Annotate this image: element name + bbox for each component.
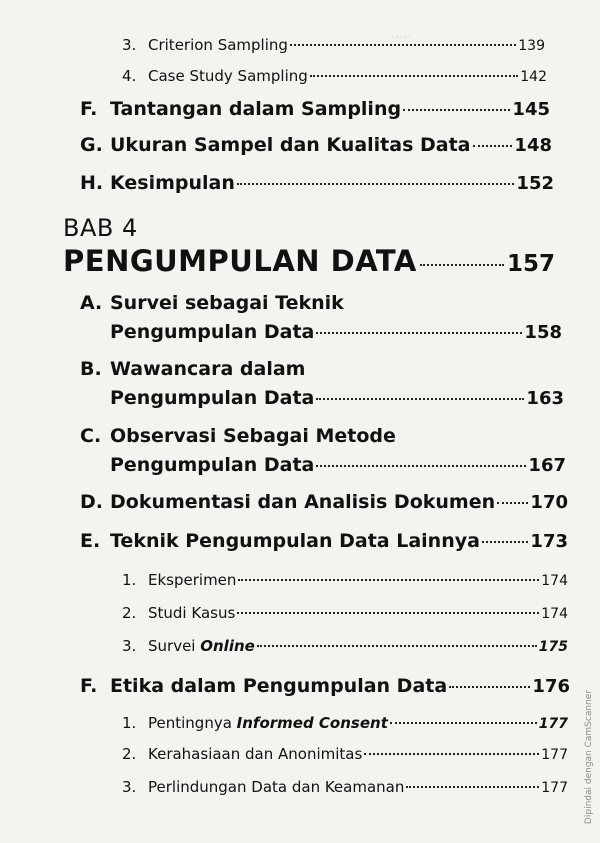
toc-section[interactable]: G. Ukuran Sampel dan Kualitas Data 148	[80, 134, 552, 156]
toc-section[interactable]: Pengumpulan Data 158	[110, 321, 562, 343]
toc-section-line1[interactable]: A. Survei sebagai Teknik	[80, 292, 344, 314]
toc-section-line1[interactable]: B. Wawancara dalam	[80, 358, 306, 380]
chapter-title-entry[interactable]	[63, 244, 555, 278]
toc-section[interactable]: F. Tantangan dalam Sampling 145	[80, 98, 550, 120]
toc-entry[interactable]: 2. Studi Kasus 174	[122, 604, 568, 622]
bleed-through-text: ·····	[390, 30, 413, 46]
toc-entry[interactable]: 2. Kerahasiaan dan Anonimitas 177	[122, 745, 568, 763]
toc-entry[interactable]: 4. Case Study Sampling 142	[122, 67, 547, 85]
toc-section-line1[interactable]: C. Observasi Sebagai Metode	[80, 425, 396, 447]
toc-section[interactable]: D. Dokumentasi dan Analisis Dokumen 170	[80, 491, 568, 513]
chapter-page: 157	[506, 251, 555, 277]
chapter-title: PENGUMPULAN DATA	[63, 244, 417, 278]
toc-section[interactable]: Pengumpulan Data 163	[110, 387, 564, 409]
toc-entry[interactable]: 1. Pentingnya Informed Consent 177	[122, 714, 568, 732]
toc-entry[interactable]: 1. Eksperimen 174	[122, 571, 568, 589]
chapter-label: BAB 4	[63, 214, 138, 242]
toc-entry[interactable]: 3. Survei Online 175	[122, 637, 568, 655]
toc-section[interactable]: F. Etika dalam Pengumpulan Data 176	[80, 675, 570, 697]
toc-section[interactable]: E. Teknik Pengumpulan Data Lainnya 173	[80, 530, 568, 552]
toc-section[interactable]: H. Kesimpulan 152	[80, 172, 554, 194]
scanner-watermark: Dipindai dengan CamScanner	[584, 690, 594, 825]
toc-entry[interactable]: 3. Criterion Sampling 139	[122, 36, 545, 54]
toc-entry[interactable]: 3. Perlindungan Data dan Keamanan 177	[122, 778, 568, 796]
toc-section[interactable]: Pengumpulan Data 167	[110, 454, 566, 476]
